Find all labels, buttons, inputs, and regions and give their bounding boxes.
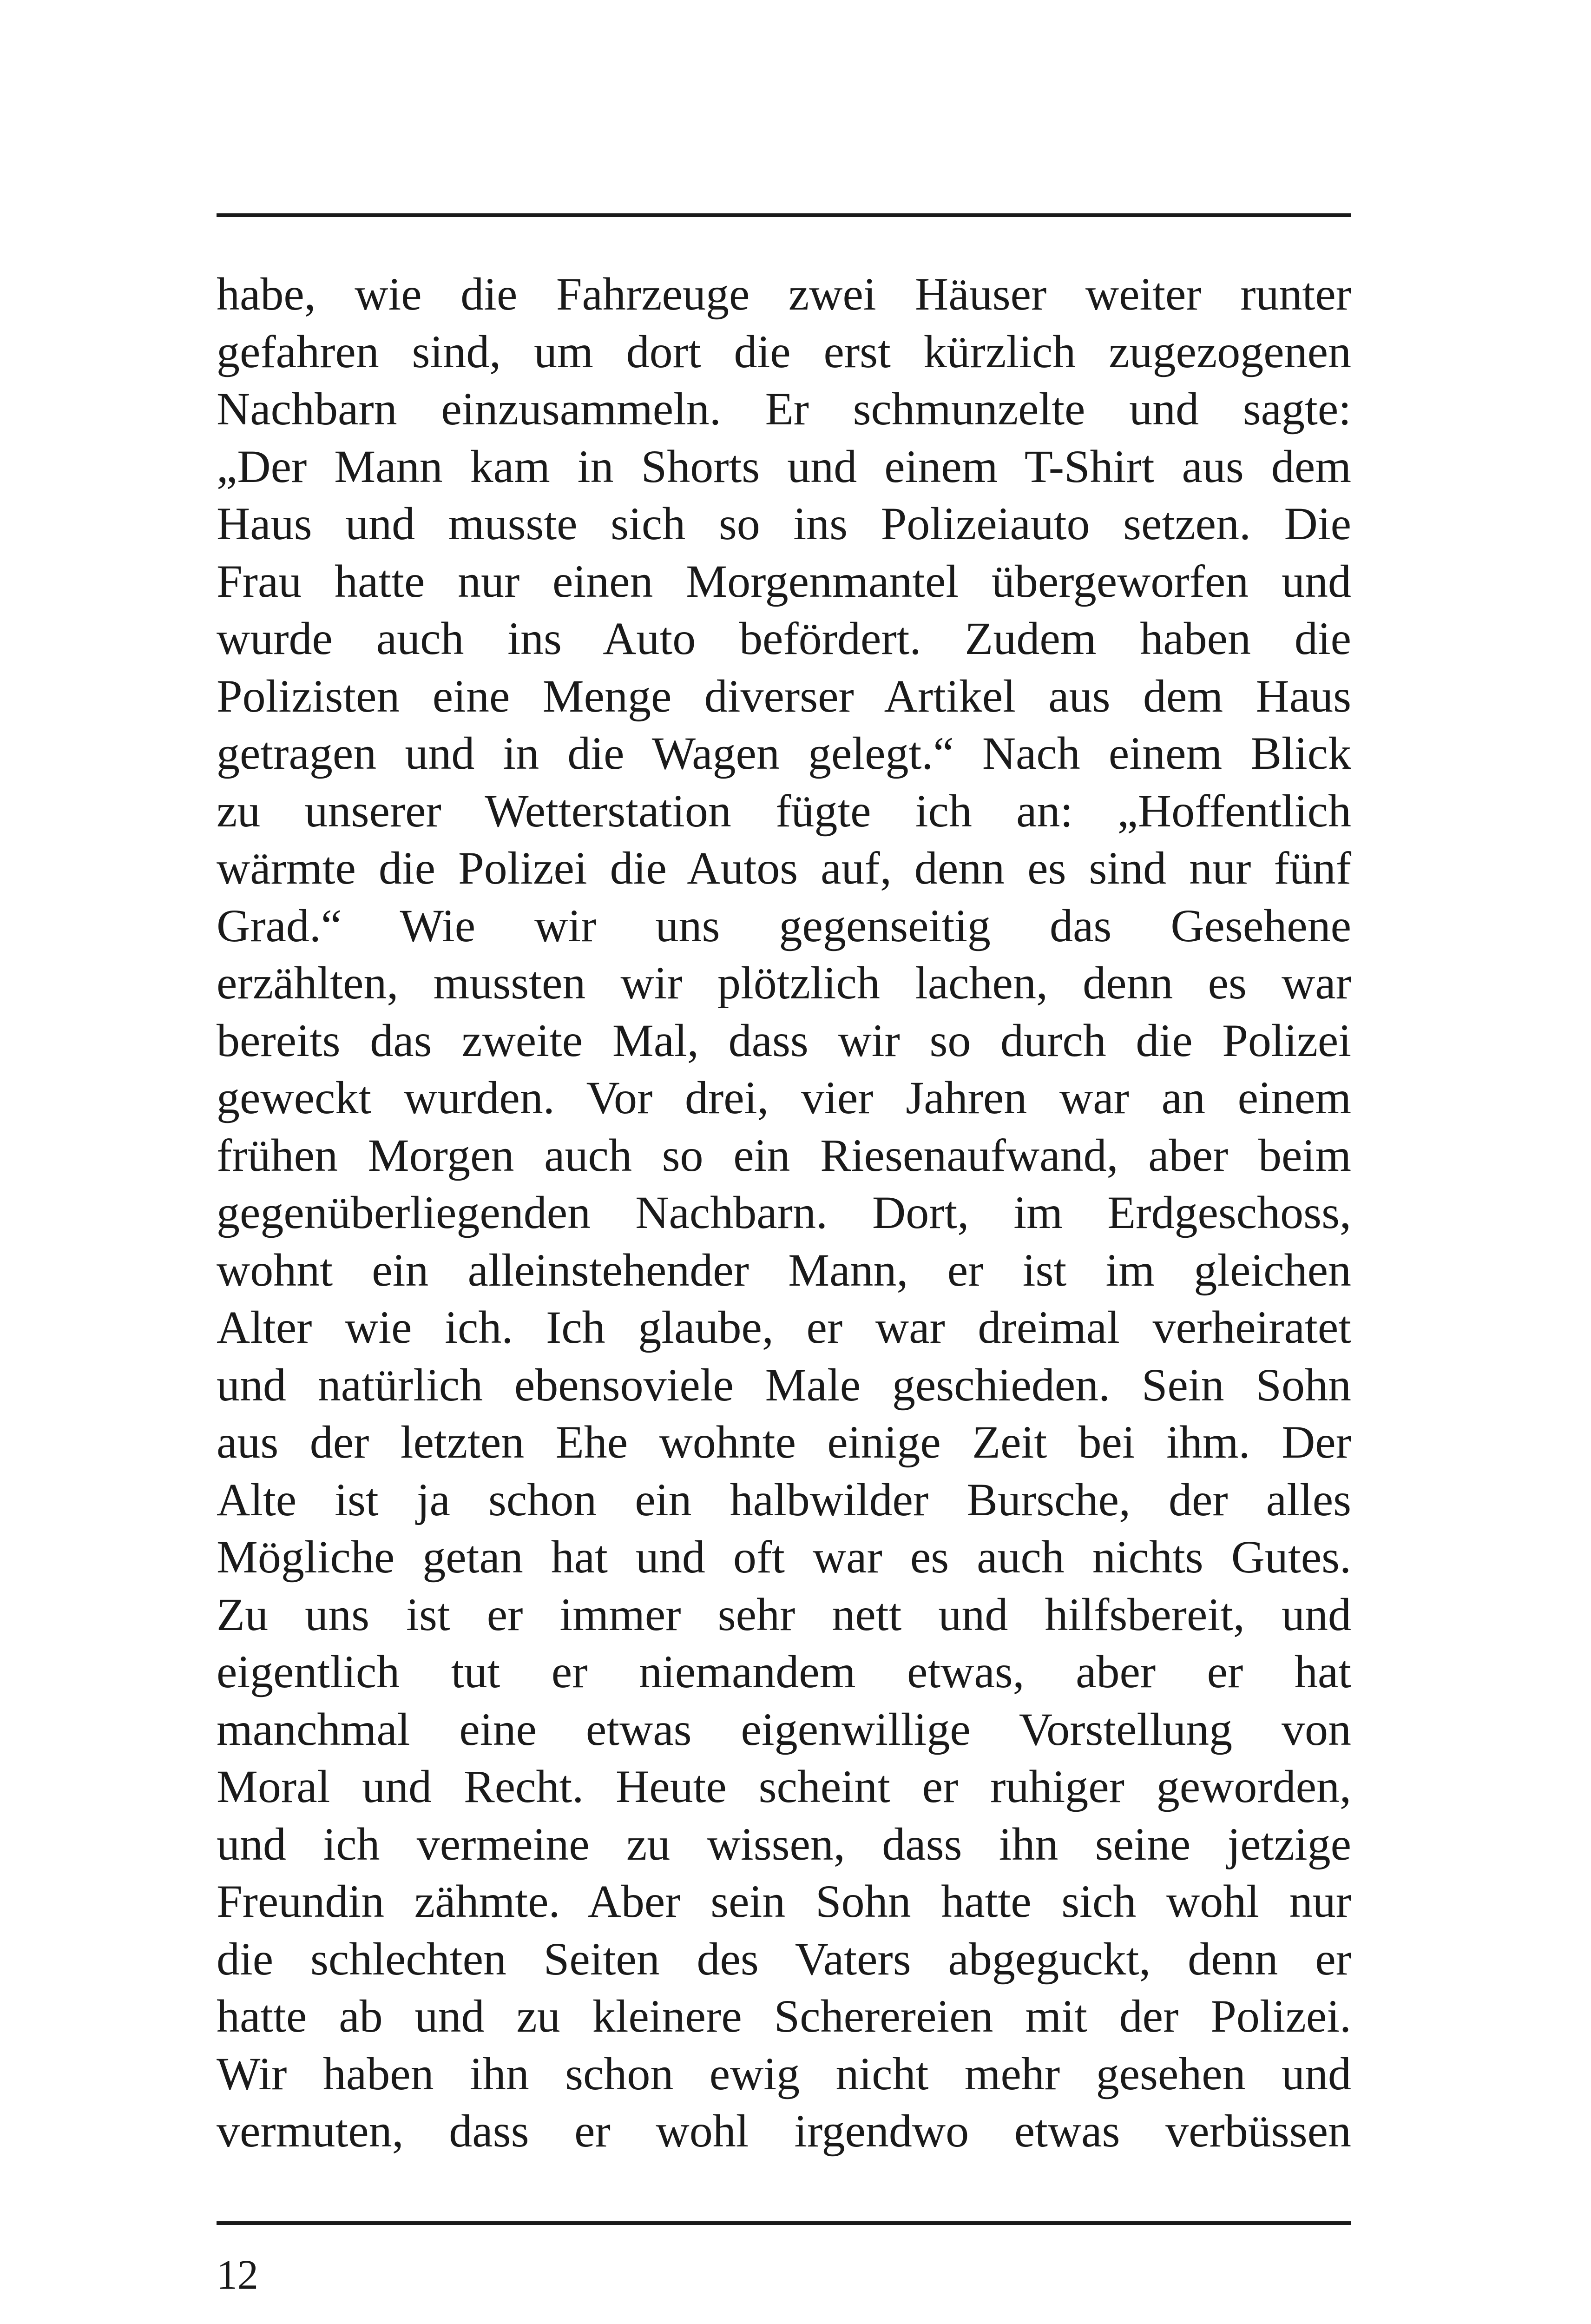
- text-line: hatte ab und zu kleinere Scherereien mit der Polizei.: [217, 1990, 1351, 2042]
- text-line: habe, wie die Fahrzeuge zwei Häuser weiter runter: [217, 268, 1351, 320]
- text-line: und natürlich ebensoviele Male geschieden. Sein Sohn: [217, 1359, 1351, 1411]
- text-line: vermuten, dass er wohl irgendwo etwas verbüssen: [217, 2105, 1351, 2157]
- text-line: wärmte die Polizei die Autos auf, denn es sind nur fünf: [217, 842, 1351, 894]
- header-rule: [217, 213, 1351, 217]
- page-number: 12: [217, 2252, 258, 2298]
- text-line: geweckt wurden. Vor drei, vier Jahren war an einem: [217, 1072, 1351, 1123]
- text-line: „Der Mann kam in Shorts und einem T-Shirt aus dem: [217, 440, 1351, 492]
- text-line: manchmal eine etwas eigenwillige Vorstellung von: [217, 1703, 1351, 1755]
- text-line: Frau hatte nur einen Morgenmantel übergeworfen und: [217, 555, 1351, 607]
- text-line: Alte ist ja schon ein halbwilder Bursche, der alles: [217, 1473, 1351, 1525]
- text-line: Polizisten eine Menge diverser Artikel aus dem Haus: [217, 670, 1351, 722]
- text-line: erzählten, mussten wir plötzlich lachen, denn es war: [217, 957, 1351, 1009]
- text-line: wurde auch ins Auto befördert. Zudem haben die: [217, 613, 1351, 664]
- text-line: Haus und musste sich so ins Polizeiauto setzen. Die: [217, 498, 1351, 549]
- text-line: und ich vermeine zu wissen, dass ihn seine jetzige: [217, 1818, 1351, 1870]
- text-line: gegenüberliegenden Nachbarn. Dort, im Erdgeschoss,: [217, 1187, 1351, 1238]
- text-line: bereits das zweite Mal, dass wir so durch die Polizei: [217, 1014, 1351, 1066]
- text-line: wohnt ein alleinstehender Mann, er ist im gleichen: [217, 1244, 1351, 1296]
- body-text: [217, 265, 1351, 2160]
- text-line: Freundin zähmte. Aber sein Sohn hatte sich wohl nur: [217, 1875, 1351, 1927]
- text-line: eigentlich tut er niemandem etwas, aber er hat: [217, 1646, 1351, 1697]
- text-line: aus der letzten Ehe wohnte einige Zeit bei ihm. Der: [217, 1416, 1351, 1468]
- text-line: Moral und Recht. Heute scheint er ruhiger geworden,: [217, 1761, 1351, 1812]
- footer-rule: [217, 2221, 1351, 2225]
- text-line: die schlechten Seiten des Vaters abgeguckt, denn er: [217, 1933, 1351, 1985]
- text-line: Nachbarn einzusammeln. Er schmunzelte und sagte:: [217, 383, 1351, 435]
- text-line: zu unserer Wetterstation fügte ich an: „Hoffentlich: [217, 785, 1351, 837]
- text-line: gefahren sind, um dort die erst kürzlich zugezogenen: [217, 325, 1351, 377]
- text-line: Zu uns ist er immer sehr nett und hilfsbereit, und: [217, 1588, 1351, 1640]
- text-line: Alter wie ich. Ich glaube, er war dreimal verheiratet: [217, 1301, 1351, 1353]
- text-line: Wir haben ihn schon ewig nicht mehr gesehen und: [217, 2047, 1351, 2100]
- text-line: Grad.“ Wie wir uns gegenseitig das Gesehene: [217, 899, 1351, 951]
- text-line: getragen und in die Wagen gelegt.“ Nach einem Blick: [217, 727, 1351, 779]
- text-line: Mögliche getan hat und oft war es auch nichts Gutes.: [217, 1531, 1351, 1583]
- text-line: frühen Morgen auch so ein Riesenaufwand, aber beim: [217, 1129, 1351, 1181]
